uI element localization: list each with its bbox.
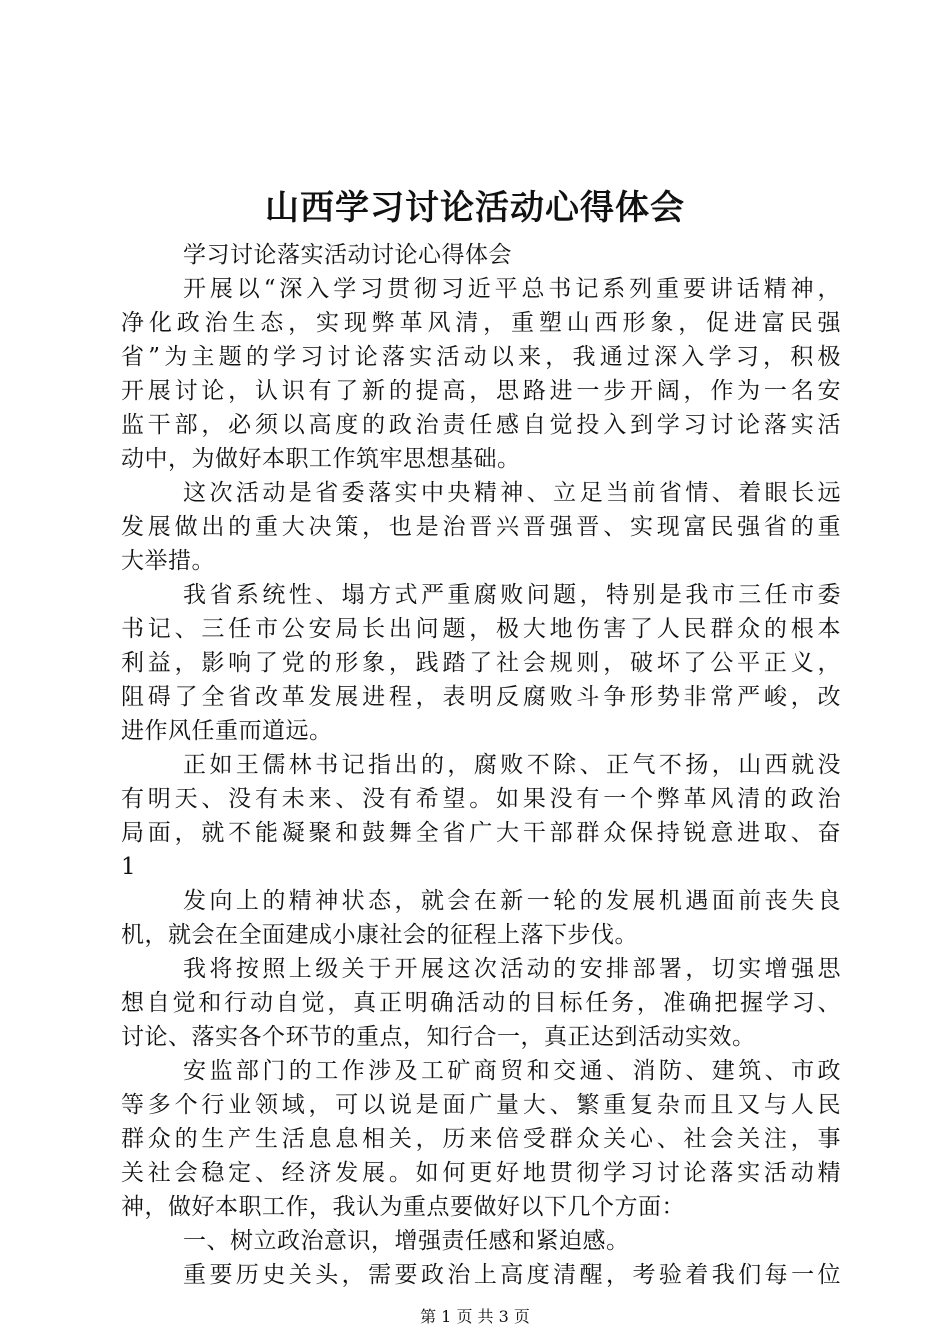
body-line: 我省系统性、塌方式严重腐败问题，特别是我市三任市委 <box>183 582 841 608</box>
body-line: 开展以“深入学习贯彻习近平总书记系列重要讲话精神， <box>183 276 841 302</box>
body-line: 关社会稳定、经济发展。如何更好地贯彻学习讨论落实活动精 <box>121 1160 841 1186</box>
body-line: 利益，影响了党的形象，践踏了社会规则，破坏了公平正义， <box>121 650 841 676</box>
body-line: 书记、三任市公安局长出问题，极大地伤害了人民群众的根本 <box>121 616 841 642</box>
body-line: 正如王儒林书记指出的，腐败不除、正气不扬，山西就没 <box>183 752 841 778</box>
body-line: 讨论、落实各个环节的重点，知行合一，真正达到活动实效。 <box>121 1024 756 1050</box>
body-line: 机，就会在全面建成小康社会的征程上落下步伐。 <box>121 922 638 948</box>
body-line: 发展做出的重大决策，也是治晋兴晋强晋、实现富民强省的重 <box>121 514 841 540</box>
page-footer: 第 1 页 共 3 页 <box>420 1307 530 1326</box>
body-line: 等多个行业领域，可以说是面广量大、繁重复杂而且又与人民 <box>121 1092 841 1118</box>
body-line: 群众的生产生活息息相关，历来倍受群众关心、社会关注，事 <box>121 1126 841 1152</box>
body-line: 想自觉和行动自觉，真正明确活动的目标任务，准确把握学习、 <box>121 990 841 1016</box>
subtitle-line: 学习讨论落实活动讨论心得体会 <box>183 242 512 268</box>
body-line: 局面，就不能凝聚和鼓舞全省广大干部群众保持锐意进取、奋 <box>121 820 841 846</box>
body-line: 省”为主题的学习讨论落实活动以来，我通过深入学习，积极 <box>121 344 841 370</box>
body-line: 重要历史关头，需要政治上高度清醒，考验着我们每一位 <box>183 1262 841 1288</box>
body-line: 净化政治生态，实现弊革风清，重塑山西形象，促进富民强 <box>121 310 841 336</box>
body-line: 大举措。 <box>121 548 215 574</box>
section-heading: 一、树立政治意识，增强责任感和紧迫感。 <box>183 1228 630 1254</box>
body-line: 监干部，必须以高度的政治责任感自觉投入到学习讨论落实活 <box>121 412 841 438</box>
body-line: 有明天、没有未来、没有希望。如果没有一个弊革风清的政治 <box>121 786 841 812</box>
body-line: 神，做好本职工作，我认为重点要做好以下几个方面： <box>121 1194 685 1220</box>
body-line: 开展讨论，认识有了新的提高，思路进一步开阔，作为一名安 <box>121 378 841 404</box>
body-line: 发向上的精神状态，就会在新一轮的发展机遇面前丧失良 <box>183 888 841 914</box>
inline-page-number: 1 <box>121 854 136 880</box>
body-line: 阻碍了全省改革发展进程，表明反腐败斗争形势非常严峻，改 <box>121 684 841 710</box>
body-line: 我将按照上级关于开展这次活动的安排部署，切实增强思 <box>183 956 841 982</box>
body-line: 这次活动是省委落实中央精神、立足当前省情、着眼长远 <box>183 480 841 506</box>
body-line: 进作风任重而道远。 <box>121 718 333 744</box>
body-line: 动中，为做好本职工作筑牢思想基础。 <box>121 446 521 472</box>
document-title: 山西学习讨论活动心得体会 <box>265 188 685 228</box>
body-line: 安监部门的工作涉及工矿商贸和交通、消防、建筑、市政 <box>183 1058 841 1084</box>
